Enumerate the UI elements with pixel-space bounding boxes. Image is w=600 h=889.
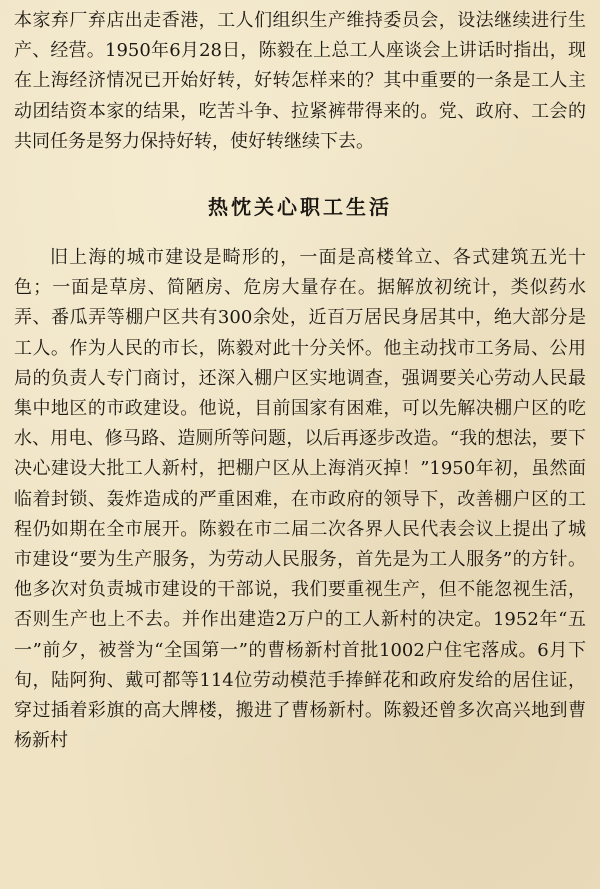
paragraph-2: 旧上海的城市建设是畸形的，一面是高楼耸立、各式建筑五光十色；一面是草房、简陋房、危房大量存在。据解放初统计，类似药水弄、番瓜弄等棚户区共有300余处，近百万居民身居其中，绝大部分是工人。作为人民的市长，陈毅对此十分关怀。他主动找市工务局、公用局的负责人专门商讨，还深入棚户区实地调查，强调要关心劳动人民最集中地区的市政建设。他说，目前国家有困难，可以先解决棚户区的吃水、用电、修马路、造厕所等问题，以后再逐步改造。“我的想法，要下决心建设大批工人新村，把棚户区从上海消灭掉！”1950年初，虽然面临着封锁、轰炸造成的严重困难，在市政府的领导下，改善棚户区的工程仍如期在全市展开。陈毅在市二届二次各界人民代表会议上提出了城市建设“要为生产服务，为劳动人民服务，首先是为工人服务”的方针。他多次对负责城市建设的干部说，我们要重视生产，但不能忽视生活，否则生产也上不去。并作出建造2万户的工人新村的决定。1952年“五一”前夕，被誉为“全国第一”的曹杨新村首批1002户住宅落成。6月下旬，陆阿狗、戴可都等114位劳动模范手捧鲜花和政府发给的居住证，穿过插着彩旗的高大牌楼，搬进了曹杨新村。陈毅还曾多次高兴地到曹杨新村: [14, 247, 586, 752]
section-title: 热忱关心职工生活: [208, 195, 392, 220]
paragraph-1: 本家弃厂弃店出走香港，工人们组织生产维持委员会，设法继续进行生产、经营。1950年6月28日，陈毅在上总工人座谈会上讲话时指出，现在上海经济情况已开始好转，好转怎样来的？其中重要的一条是工人主动团结资本家的结果，吃苦斗争、拉紧裤带得来的。党、政府、工会的共同任务是努力保持好转，使好转继续下去。: [14, 10, 586, 152]
